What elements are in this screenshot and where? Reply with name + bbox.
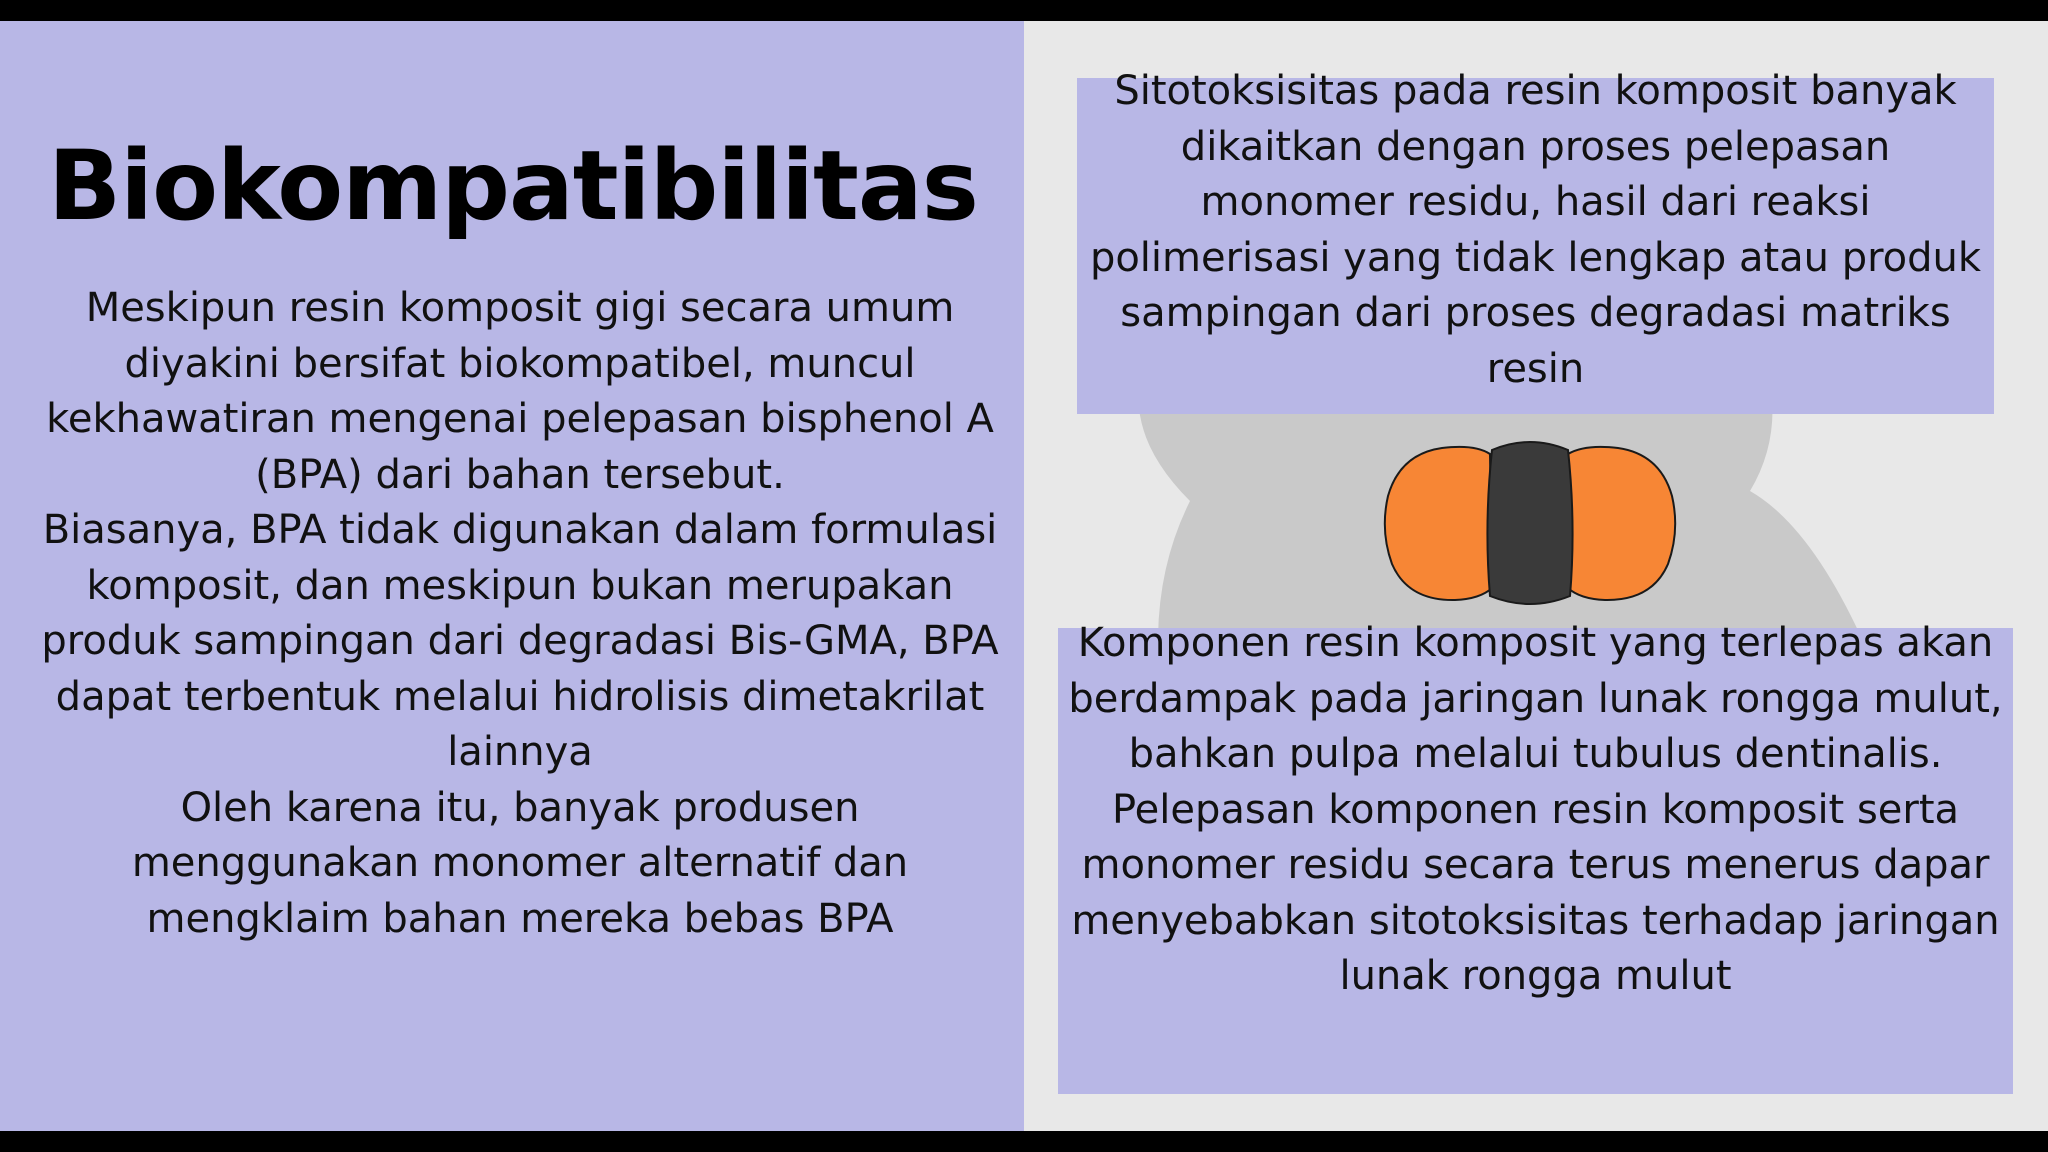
paragraph-bpa-concern: Meskipun resin komposit gigi secara umum diyakini bersifat biokompatibel, muncul kekhawatiran mengenai pelepasan bisphenol A (BPA) dari bahan tersebut.	[46, 285, 994, 498]
slide	[0, 21, 2048, 1131]
paragraph-bpa-formation: Biasanya, BPA tidak digunakan dalam formulasi komposit, dan meskipun bukan merupakan produk sampingan dari degradasi Bis-GMA, BPA dapat terbentuk melalui hidrolisis dimetakrilat lainnya	[41, 507, 999, 775]
paragraph-bpa-free: Oleh karena itu, banyak produsen menggunakan monomer alternatif dan mengklaim bahan mereka bebas BPA	[131, 784, 909, 942]
cytotoxicity-info-box	[1077, 68, 1994, 414]
soft-tissue-info-box	[1058, 620, 2013, 1094]
left-panel	[0, 21, 1024, 1131]
capsule-molecule-icon	[1380, 436, 1680, 611]
cytotoxicity-text: Sitotoksisitas pada resin komposit banyak dikaitkan dengan proses pelepasan monomer residu, hasil dari reaksi polimerisasi yang tidak lengkap atau produk sampingan dari proses degradasi matriks resin	[1089, 68, 1982, 392]
slide-title: Biokompatibilitas	[48, 130, 978, 242]
left-body-text	[40, 281, 1000, 947]
soft-tissue-text: Komponen resin komposit yang terlepas akan berdampak pada jaringan lunak rongga mulut, bahkan pulpa melalui tubulus dentinalis. Pelepasan komponen resin komposit serta monomer residu secara terus menerus dapar menyebabkan sitotoksisitas terhadap jaringan lunak rongga mulut	[1068, 620, 2003, 999]
